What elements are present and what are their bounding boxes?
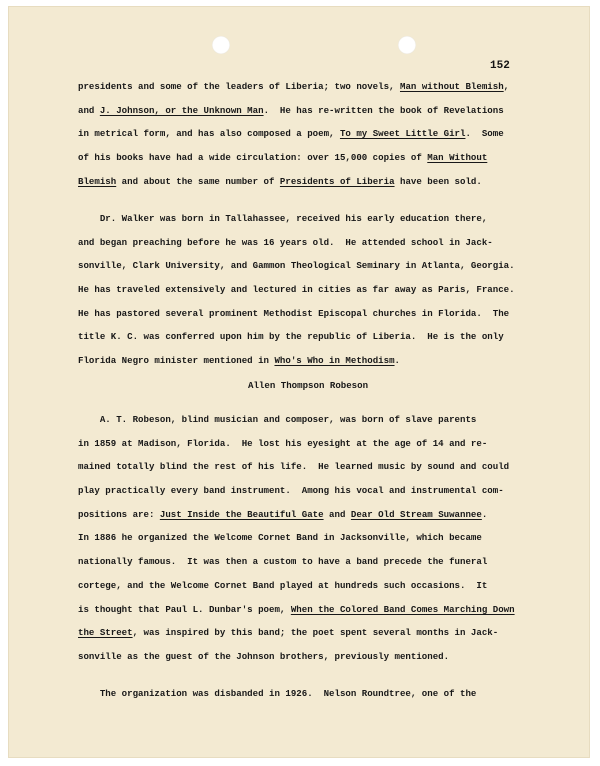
text-line: sonville as the guest of the Johnson brothers, previously mentioned. <box>78 650 450 662</box>
text-line: mained totally blind the rest of his life. He learned music by sound and could <box>78 461 510 473</box>
punch-hole-left <box>212 36 230 54</box>
underlined-title: the Street <box>78 627 133 639</box>
text-line: presidents and some of the leaders of Liberia; two novels, Man without Blemish, <box>78 81 510 92</box>
underlined-title: Man without Blemish <box>399 81 504 92</box>
text-line: and began preaching before he was 16 years old. He attended school in Jack- <box>78 236 493 248</box>
text-line: In 1886 he organized the Welcome Cornet Band in Jacksonville, which became <box>78 532 482 544</box>
text-line: A. T. Robeson, blind musician and composer, was born of slave parents <box>78 414 477 425</box>
underlined-title: Who's Who in Methodism <box>274 355 395 367</box>
text-line: and J. Johnson, or the Unknown Man. He has re-written the book of Revelations <box>78 104 504 116</box>
text-line: sonville, Clark University, and Gammon Theological Seminary in Atlanta, Georgia. <box>78 260 515 272</box>
text-line: of his books have had a wide circulation: over 15,000 copies of Man Without <box>78 152 488 164</box>
punch-hole-right <box>398 36 416 54</box>
text-line: Florida Negro minister mentioned in Who's Who in Methodism. <box>78 355 400 367</box>
text-line: He has traveled extensively and lectured in cities as far away as Paris, France. <box>78 284 515 296</box>
underlined-title: To my Sweet Little Girl <box>339 128 466 140</box>
underlined-title: J. Johnson, or the Unknown Man <box>99 104 264 116</box>
text-line: Dr. Walker was born in Tallahassee, received his early education there, <box>78 213 488 224</box>
text-line: in 1859 at Madison, Florida. He lost his eyesight at the age of 14 and re- <box>78 437 488 449</box>
text-line: cortege, and the Welcome Cornet Band played at hundreds such occasions. It <box>78 579 488 591</box>
text-line: play practically every band instrument. Among his vocal and instrumental com- <box>78 485 504 497</box>
text-line: positions are: Just Inside the Beautiful Gate and Dear Old Stream Suwannee. <box>78 508 488 520</box>
text-line: Blemish and about the same number of Presidents of Liberia have been sold. <box>78 175 482 187</box>
section-heading: Allen Thompson Robeson <box>248 380 369 391</box>
paragraph-walker-biography <box>78 207 548 373</box>
paragraph-robeson-biography <box>78 408 548 669</box>
text-line: title K. C. was conferred upon him by the republic of Liberia. He is the only <box>78 331 504 343</box>
text-line: the Street, was inspired by this band; the poet spent several months in Jack- <box>78 627 499 639</box>
document-page <box>8 6 590 758</box>
underlined-title: Just Inside the Beautiful Gate <box>159 508 324 520</box>
underlined-title: When the Colored Band Comes Marching Down <box>290 603 515 615</box>
underlined-title: Man Without <box>427 152 488 164</box>
underlined-title: Presidents of Liberia <box>279 175 395 187</box>
text-line: He has pastored several prominent Methodist Episcopal churches in Florida. The <box>78 307 510 319</box>
text-line: The organization was disbanded in 1926. Nelson Roundtree, one of the <box>78 688 477 699</box>
text-line: in metrical form, and has also composed a poem, To my Sweet Little Girl. Some <box>78 128 504 140</box>
text-line: is thought that Paul L. Dunbar's poem, When the Colored Band Comes Marching Down <box>78 603 515 615</box>
underlined-title: Dear Old Stream Suwannee <box>350 508 482 520</box>
page-number: 152 <box>490 60 510 72</box>
paragraph-walker-works <box>78 75 548 193</box>
paragraph-band-disbanded <box>78 682 548 706</box>
text-line: nationally famous. It was then a custom to have a band precede the funeral <box>78 556 488 568</box>
underlined-title: Blemish <box>78 175 117 187</box>
